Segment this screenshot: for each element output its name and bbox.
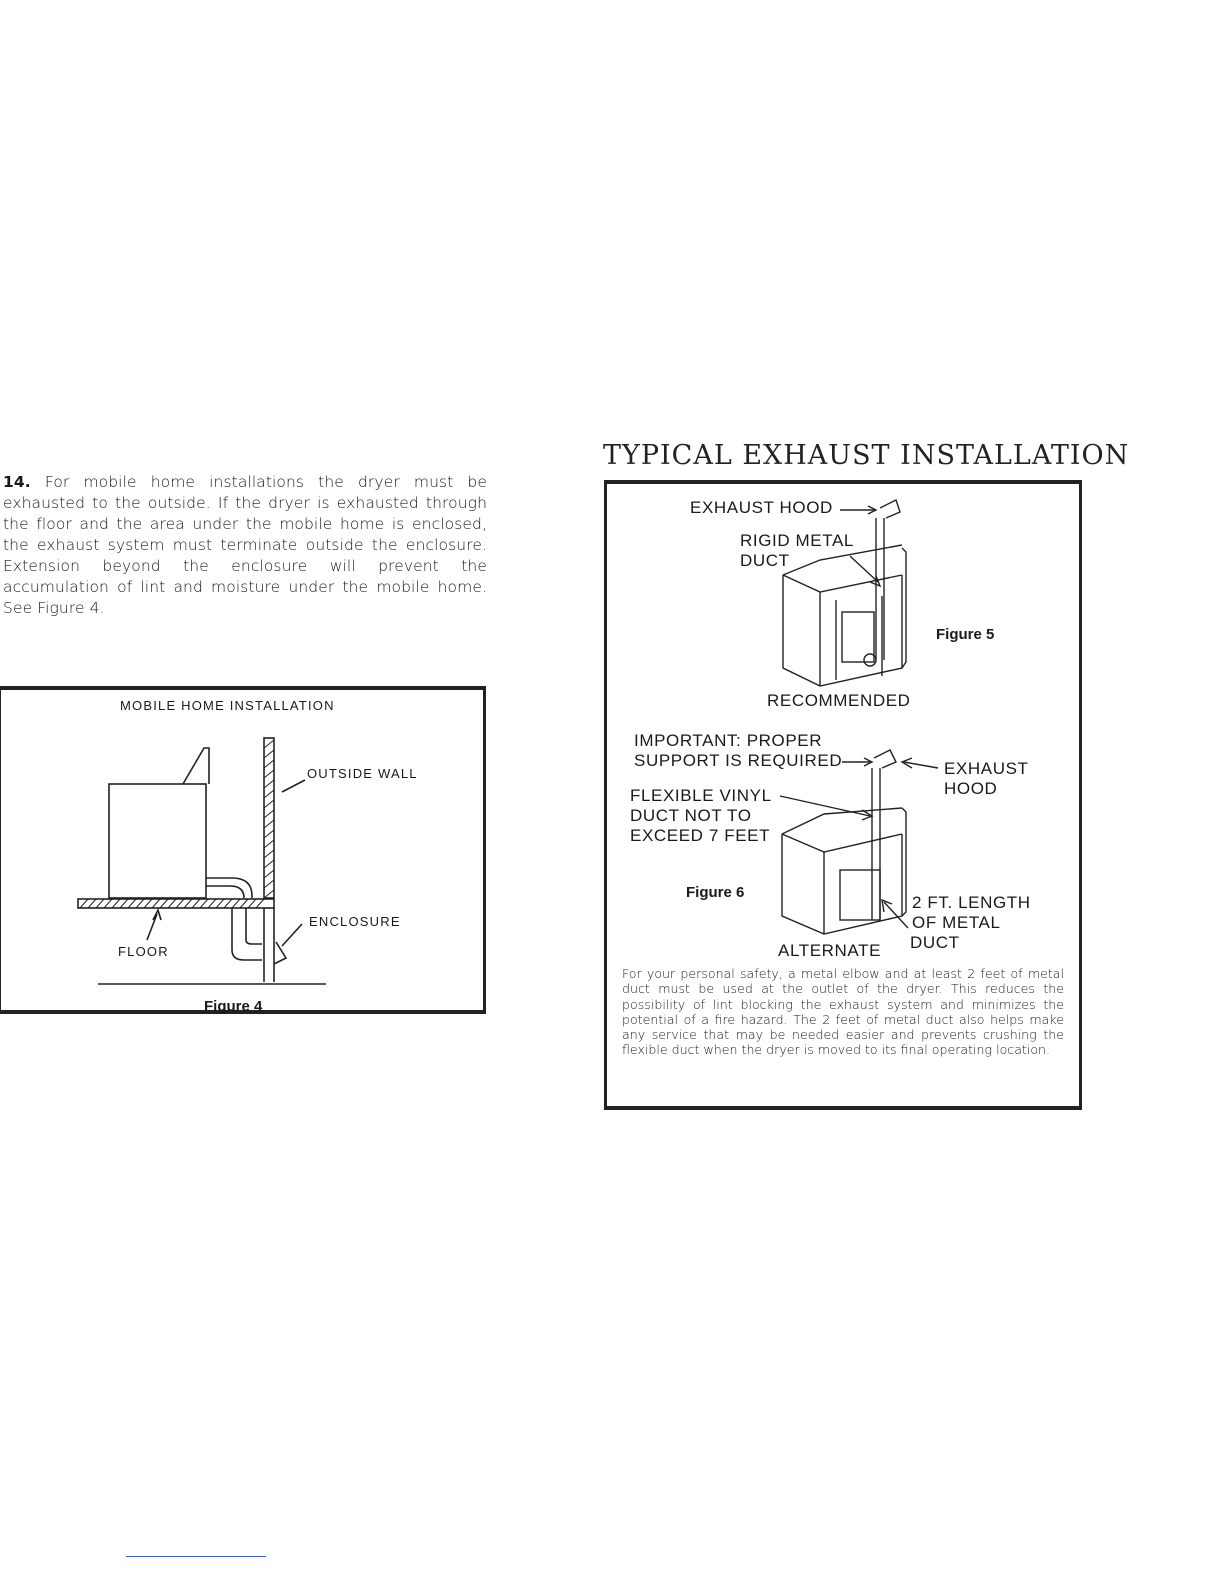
label-rigid-metal-line2: DUCT	[740, 551, 790, 570]
label-flexible-line1: FLEXIBLE VINYL	[630, 786, 772, 805]
label-length-line3: DUCT	[910, 933, 960, 952]
label-flexible-line3: EXCEED 7 FEET	[630, 826, 771, 845]
label-length-line2: OF METAL	[912, 913, 1001, 932]
safety-note: For your personal safety, a metal elbow and at least 2 feet of metal duct must be used at the outlet of the dryer. This reduces the possibility of lint blocking the exhaust system and minimizes the potential of a fire hazard. The 2 feet of metal duct also helps make any service that may be needed easier and prevents crushing the flexible duct when the dryer is moved to its final operating location.	[622, 966, 1064, 1058]
label-exhaust-hood-fig5: EXHAUST HOOD	[690, 498, 833, 517]
figure-4-caption: Figure 4	[204, 998, 263, 1015]
figure-5-status: RECOMMENDED	[767, 691, 911, 710]
label-floor: FLOOR	[118, 944, 169, 959]
figure-4-box	[0, 686, 486, 1014]
figure-6-status: ALTERNATE	[778, 941, 882, 960]
figure-4-title: MOBILE HOME INSTALLATION	[120, 698, 335, 713]
label-support-line1: IMPORTANT: PROPER	[634, 731, 823, 750]
label-exhaust-hood-fig6-line1: EXHAUST	[944, 759, 1029, 778]
page-footer-rule	[126, 1556, 266, 1557]
label-flexible-line2: DUCT NOT TO	[630, 806, 752, 825]
mobile-home-paragraph	[3, 472, 487, 619]
label-outside-wall: OUTSIDE WALL	[307, 766, 418, 781]
label-exhaust-hood-fig6-line2: HOOD	[944, 779, 998, 798]
label-rigid-metal-line1: RIGID METAL	[740, 531, 854, 550]
figure-5-caption: Figure 5	[936, 626, 995, 643]
label-length-line1: 2 FT. LENGTH	[912, 893, 1031, 912]
figure-6-caption: Figure 6	[686, 884, 745, 901]
label-support-line2: SUPPORT IS REQUIRED	[634, 751, 843, 770]
label-enclosure: ENCLOSURE	[309, 914, 401, 929]
paragraph-number: 14.	[3, 473, 31, 491]
paragraph-text: For mobile home installations the dryer must be exhausted to the outside. If the dryer is exhausted through the floor and the area under the mobile home is enclosed, the exhaust system must terminate outside the enclosure. Extension beyond the enclosure will prevent the accumulation of lint and moisture under the mobile home. See Figure 4.	[3, 473, 488, 617]
page-title: TYPICAL EXHAUST INSTALLATION	[603, 440, 1130, 471]
